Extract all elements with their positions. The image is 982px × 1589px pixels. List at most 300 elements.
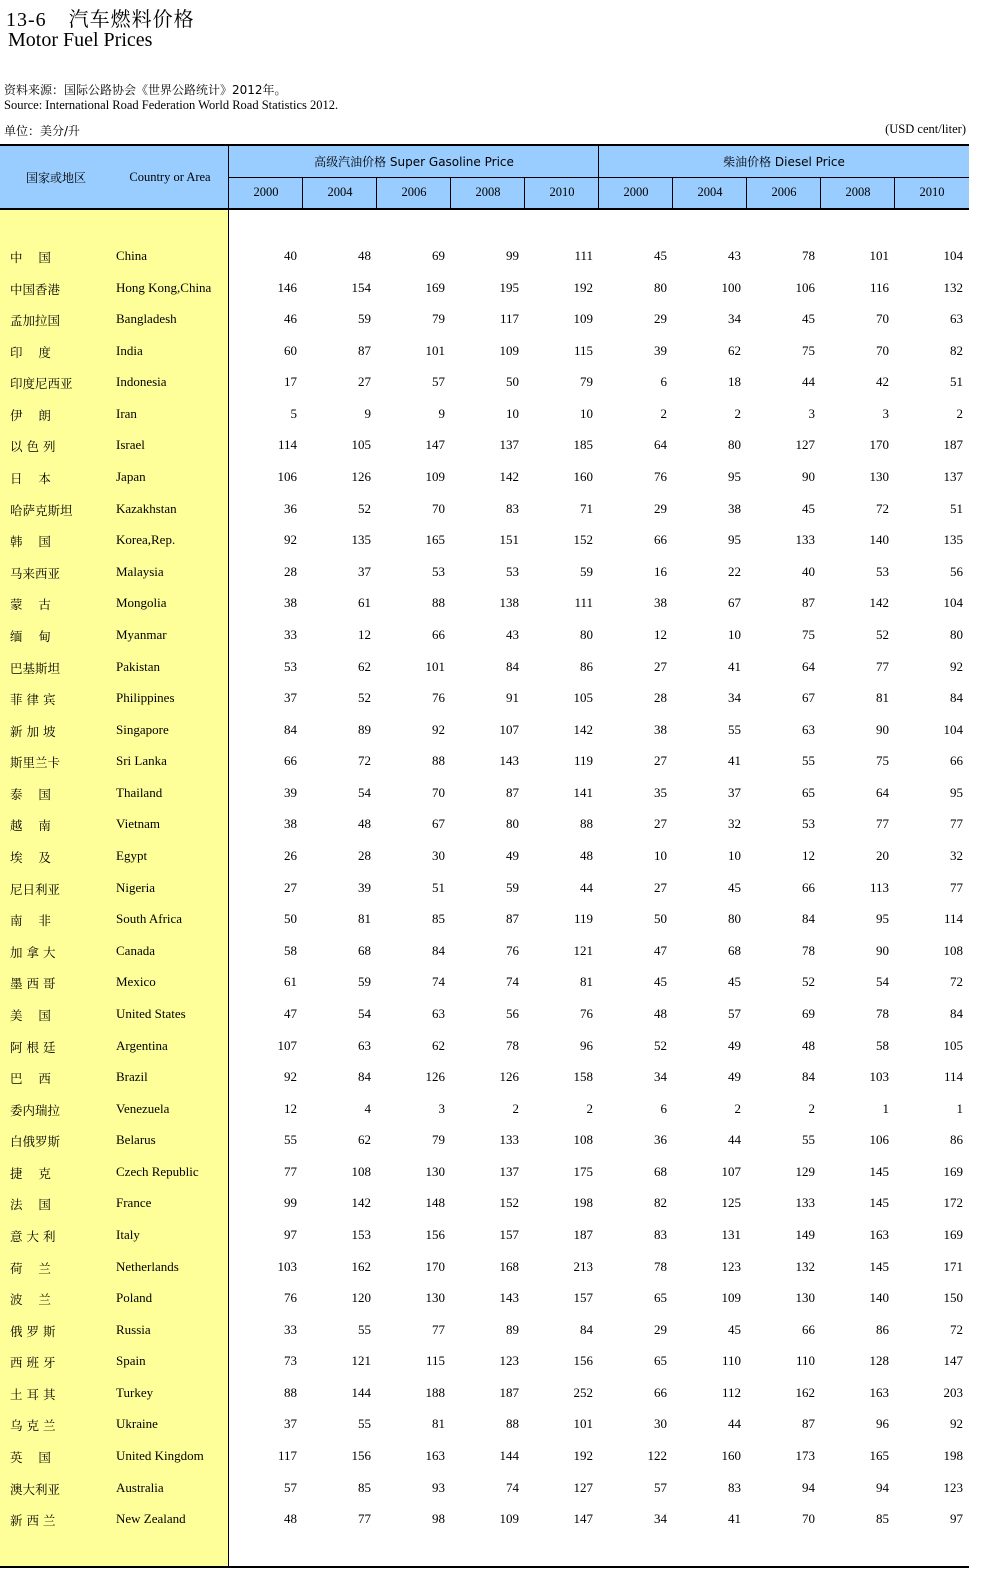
- diesel-price-2010: 84: [950, 1005, 963, 1021]
- gasoline-price-2008: 109: [499, 342, 519, 358]
- table-row: [0, 1283, 969, 1314]
- country-name-en: Belarus: [116, 1132, 156, 1148]
- diesel-price-2004: 110: [721, 1353, 741, 1369]
- country-name-cn: 阿 根 廷: [10, 1039, 56, 1055]
- gasoline-price-2008: 109: [499, 1511, 519, 1527]
- diesel-price-2004: 2: [734, 1100, 741, 1116]
- diesel-price-2000: 66: [654, 532, 667, 548]
- diesel-price-2010: 147: [943, 1353, 963, 1369]
- country-name-cn: 马来西亚: [10, 565, 61, 581]
- country-name-cn: 波 兰: [10, 1292, 51, 1308]
- gasoline-price-2004: 4: [364, 1100, 371, 1116]
- diesel-price-2000: 47: [654, 942, 667, 958]
- gasoline-price-2006: 169: [425, 279, 445, 295]
- gasoline-price-2004: 85: [358, 1479, 371, 1495]
- header-diesel: 柴油价格 Diesel Price: [723, 155, 845, 169]
- diesel-price-2006: 84: [802, 911, 815, 927]
- header-gasoline-year-2006: 2006: [401, 185, 427, 199]
- diesel-price-2000: 12: [654, 626, 667, 642]
- diesel-price-2010: 203: [943, 1384, 963, 1400]
- gasoline-price-2006: 76: [432, 690, 445, 706]
- gasoline-price-2000: 38: [284, 816, 297, 832]
- diesel-price-2004: 37: [728, 784, 741, 800]
- diesel-price-2006: 45: [802, 311, 815, 327]
- diesel-price-2000: 16: [654, 563, 667, 579]
- diesel-price-2006: 94: [802, 1479, 815, 1495]
- gasoline-price-2010: 175: [573, 1163, 593, 1179]
- diesel-price-2008: 95: [876, 911, 889, 927]
- gasoline-price-2000: 92: [284, 1069, 297, 1085]
- gasoline-price-2006: 74: [432, 974, 445, 990]
- gasoline-price-2004: 61: [358, 595, 371, 611]
- gasoline-price-2004: 37: [358, 563, 371, 579]
- gasoline-price-2010: 121: [573, 942, 593, 958]
- gasoline-price-2000: 53: [284, 658, 297, 674]
- diesel-price-2000: 38: [654, 721, 667, 737]
- diesel-price-2004: 10: [728, 626, 741, 642]
- gasoline-price-2010: 81: [580, 974, 593, 990]
- diesel-price-2004: 45: [728, 974, 741, 990]
- diesel-price-2006: 53: [802, 816, 815, 832]
- diesel-price-2008: 140: [869, 532, 889, 548]
- diesel-price-2006: 45: [802, 500, 815, 516]
- diesel-price-2010: 2: [956, 405, 963, 421]
- gasoline-price-2000: 114: [277, 437, 297, 453]
- diesel-price-2008: 1: [882, 1100, 889, 1116]
- diesel-price-2010: 92: [950, 1416, 963, 1432]
- gasoline-price-2004: 54: [358, 1005, 371, 1021]
- diesel-price-2004: 41: [728, 753, 741, 769]
- gasoline-price-2008: 2: [512, 1100, 519, 1116]
- gasoline-price-2004: 48: [358, 816, 371, 832]
- gasoline-price-2008: 76: [506, 942, 519, 958]
- diesel-price-2010: 150: [943, 1290, 963, 1306]
- country-name-cn: 意 大 利: [10, 1228, 56, 1244]
- diesel-price-2004: 18: [728, 374, 741, 390]
- diesel-price-2006: 162: [795, 1384, 815, 1400]
- gasoline-price-2006: 165: [425, 532, 445, 548]
- gasoline-price-2004: 142: [351, 1195, 371, 1211]
- gasoline-price-2000: 37: [284, 1416, 297, 1432]
- gasoline-price-2006: 188: [425, 1384, 445, 1400]
- country-name-en: Japan: [116, 469, 146, 485]
- diesel-price-2004: 32: [728, 816, 741, 832]
- gasoline-price-2010: 59: [580, 563, 593, 579]
- gasoline-price-2008: 168: [499, 1258, 519, 1274]
- gasoline-price-2000: 66: [284, 753, 297, 769]
- gasoline-price-2006: 3: [438, 1100, 445, 1116]
- country-name-cn: 加 拿 大: [10, 944, 56, 960]
- diesel-price-2006: 129: [795, 1163, 815, 1179]
- diesel-price-2006: 48: [802, 1037, 815, 1053]
- gasoline-price-2008: 53: [506, 563, 519, 579]
- gasoline-price-2008: 143: [499, 1290, 519, 1306]
- gasoline-price-2008: 117: [499, 311, 519, 327]
- diesel-price-2008: 72: [876, 500, 889, 516]
- country-name-cn: 乌 克 兰: [10, 1418, 56, 1434]
- gasoline-price-2006: 147: [425, 437, 445, 453]
- gasoline-price-2004: 54: [358, 784, 371, 800]
- gasoline-price-2004: 62: [358, 1132, 371, 1148]
- diesel-price-2004: 45: [728, 1321, 741, 1337]
- header-country-en: Country or Area: [129, 169, 211, 184]
- table-row: [0, 430, 969, 461]
- header-diesel-year-2000: 2000: [623, 185, 649, 199]
- gasoline-price-2008: 133: [499, 1132, 519, 1148]
- diesel-price-2006: 110: [795, 1353, 815, 1369]
- gasoline-price-2000: 50: [284, 911, 297, 927]
- table-row: [0, 1188, 969, 1219]
- diesel-price-2010: 105: [943, 1037, 963, 1053]
- diesel-price-2010: 72: [950, 974, 963, 990]
- diesel-price-2010: 32: [950, 848, 963, 864]
- diesel-price-2000: 45: [654, 248, 667, 263]
- gasoline-price-2006: 85: [432, 911, 445, 927]
- diesel-price-2010: 86: [950, 1132, 963, 1148]
- header-gasoline-year-2010: 2010: [549, 185, 575, 199]
- diesel-price-2004: 160: [721, 1448, 741, 1464]
- gasoline-price-2010: 76: [580, 1005, 593, 1021]
- table-row: [0, 809, 969, 840]
- table-row: [0, 1094, 969, 1125]
- gasoline-price-2008: 137: [499, 437, 519, 453]
- table-title-en: Motor Fuel Prices: [8, 29, 153, 51]
- gasoline-price-2006: 130: [425, 1290, 445, 1306]
- diesel-price-2010: 77: [950, 816, 963, 832]
- gasoline-price-2008: 59: [506, 879, 519, 895]
- gasoline-price-2010: 119: [573, 911, 593, 927]
- diesel-price-2008: 53: [876, 563, 889, 579]
- country-name-en: Spain: [116, 1353, 146, 1369]
- country-name-en: India: [116, 342, 143, 358]
- gasoline-price-2010: 157: [573, 1290, 593, 1306]
- diesel-price-2006: 3: [808, 405, 815, 421]
- gasoline-price-2004: 62: [358, 658, 371, 674]
- diesel-price-2004: 83: [728, 1479, 741, 1495]
- gasoline-price-2008: 187: [499, 1384, 519, 1400]
- diesel-price-2000: 48: [654, 1005, 667, 1021]
- header-gasoline-year-2008: 2008: [475, 185, 501, 199]
- country-name-cn: 巴 西: [10, 1071, 51, 1087]
- diesel-price-2000: 35: [654, 784, 667, 800]
- gasoline-price-2004: 55: [358, 1321, 371, 1337]
- country-name-cn: 日 本: [10, 471, 51, 487]
- gasoline-price-2010: 84: [580, 1321, 593, 1337]
- diesel-price-2004: 67: [728, 595, 741, 611]
- country-name-en: Kazakhstan: [116, 500, 177, 516]
- country-name-cn: 南 非: [10, 913, 51, 929]
- table-row: [0, 1157, 969, 1188]
- gasoline-price-2010: 79: [580, 374, 593, 390]
- gasoline-price-2006: 101: [425, 342, 445, 358]
- country-name-cn: 新 加 坡: [10, 723, 56, 739]
- diesel-price-2006: 75: [802, 342, 815, 358]
- gasoline-price-2008: 195: [499, 279, 519, 295]
- gasoline-price-2010: 109: [573, 311, 593, 327]
- gasoline-price-2000: 17: [284, 374, 297, 390]
- diesel-price-2008: 70: [876, 342, 889, 358]
- diesel-price-2004: 95: [728, 532, 741, 548]
- country-name-cn: 澳大利亚: [10, 1481, 61, 1497]
- gasoline-price-2004: 154: [351, 279, 371, 295]
- unit-cn: 单位：美分/升: [4, 124, 81, 138]
- gasoline-price-2010: 213: [573, 1258, 593, 1274]
- diesel-price-2000: 80: [654, 279, 667, 295]
- gasoline-price-2006: 88: [432, 595, 445, 611]
- gasoline-price-2010: 111: [574, 248, 593, 263]
- table-row: [0, 1315, 969, 1346]
- diesel-price-2004: 109: [721, 1290, 741, 1306]
- title-cn-text: 汽车燃料价格: [68, 9, 195, 31]
- diesel-price-2010: 97: [950, 1511, 963, 1527]
- diesel-price-2006: 127: [795, 437, 815, 453]
- country-name-cn: 孟加拉国: [10, 313, 61, 329]
- diesel-price-2006: 75: [802, 626, 815, 642]
- country-name-en: Russia: [116, 1321, 151, 1337]
- country-name-en: New Zealand: [116, 1511, 186, 1527]
- gasoline-price-2000: 39: [284, 784, 297, 800]
- diesel-price-2006: 87: [802, 595, 815, 611]
- gasoline-price-2008: 137: [499, 1163, 519, 1179]
- country-name-cn: 斯里兰卡: [10, 755, 61, 771]
- diesel-price-2008: 3: [882, 405, 889, 421]
- table-title-cn: [6, 3, 195, 32]
- gasoline-price-2004: 144: [351, 1384, 371, 1400]
- gasoline-price-2008: 43: [506, 626, 519, 642]
- diesel-price-2004: 45: [728, 879, 741, 895]
- gasoline-price-2008: 142: [499, 469, 519, 485]
- diesel-price-2000: 65: [654, 1290, 667, 1306]
- gasoline-price-2008: 87: [506, 911, 519, 927]
- gasoline-price-2000: 58: [284, 942, 297, 958]
- country-name-cn: 西 班 牙: [10, 1355, 56, 1371]
- gasoline-price-2010: 152: [573, 532, 593, 548]
- table-row: [0, 904, 969, 935]
- diesel-price-2008: 96: [876, 1416, 889, 1432]
- gasoline-price-2010: 111: [574, 595, 593, 611]
- table-row: [0, 1031, 969, 1062]
- gasoline-price-2006: 163: [425, 1448, 445, 1464]
- gasoline-price-2000: 99: [284, 1195, 297, 1211]
- gasoline-price-2008: 123: [499, 1353, 519, 1369]
- gasoline-price-2004: 135: [351, 532, 371, 548]
- gasoline-price-2008: 151: [499, 532, 519, 548]
- gasoline-price-2006: 79: [432, 311, 445, 327]
- gasoline-price-2000: 146: [277, 279, 297, 295]
- diesel-price-2000: 83: [654, 1226, 667, 1242]
- gasoline-price-2008: 56: [506, 1005, 519, 1021]
- diesel-price-2000: 52: [654, 1037, 667, 1053]
- diesel-price-2010: 198: [943, 1448, 963, 1464]
- diesel-price-2004: 123: [721, 1258, 741, 1274]
- diesel-price-2010: 171: [943, 1258, 963, 1274]
- diesel-price-2006: 66: [802, 1321, 815, 1337]
- diesel-price-2006: 67: [802, 690, 815, 706]
- diesel-price-2008: 145: [869, 1195, 889, 1211]
- country-name-cn: 以 色 列: [10, 439, 56, 455]
- gasoline-price-2000: 88: [284, 1384, 297, 1400]
- gasoline-price-2010: 108: [573, 1132, 593, 1148]
- country-name-cn: 菲 律 宾: [10, 692, 56, 708]
- gasoline-price-2004: 59: [358, 974, 371, 990]
- diesel-price-2004: 112: [721, 1384, 741, 1400]
- table-row: [0, 999, 969, 1030]
- diesel-price-2000: 76: [654, 469, 667, 485]
- gasoline-price-2010: 96: [580, 1037, 593, 1053]
- diesel-price-2008: 130: [869, 469, 889, 485]
- table-row: [0, 1409, 969, 1440]
- gasoline-price-2004: 87: [358, 342, 371, 358]
- diesel-price-2006: 64: [802, 658, 815, 674]
- diesel-price-2008: 142: [869, 595, 889, 611]
- source-cn: 资料来源：国际公路协会《世界公路统计》2012年。: [4, 83, 287, 97]
- gasoline-price-2008: 157: [499, 1226, 519, 1242]
- gasoline-price-2010: 48: [580, 848, 593, 864]
- table-row: [0, 1441, 969, 1472]
- diesel-price-2006: 69: [802, 1005, 815, 1021]
- diesel-price-2010: 104: [943, 721, 963, 737]
- gasoline-price-2010: 192: [573, 1448, 593, 1464]
- gasoline-price-2000: 36: [284, 500, 297, 516]
- gasoline-price-2004: 63: [358, 1037, 371, 1053]
- diesel-price-2004: 80: [728, 911, 741, 927]
- diesel-price-2000: 29: [654, 500, 667, 516]
- diesel-price-2008: 64: [876, 784, 889, 800]
- diesel-price-2006: 132: [795, 1258, 815, 1274]
- gasoline-price-2004: 55: [358, 1416, 371, 1432]
- diesel-price-2010: 108: [943, 942, 963, 958]
- header-diesel-year-2008: 2008: [845, 185, 871, 199]
- diesel-price-2008: 75: [876, 753, 889, 769]
- country-name-en: Philippines: [116, 690, 175, 706]
- diesel-price-2008: 90: [876, 721, 889, 737]
- country-name-en: Vietnam: [116, 816, 160, 832]
- country-name-cn: 白俄罗斯: [10, 1134, 61, 1150]
- diesel-price-2004: 41: [728, 1511, 741, 1527]
- diesel-price-2010: 66: [950, 753, 963, 769]
- diesel-price-2004: 125: [721, 1195, 741, 1211]
- diesel-price-2000: 6: [660, 1100, 667, 1116]
- country-name-cn: 墨 西 哥: [10, 976, 56, 992]
- gasoline-price-2000: 106: [277, 469, 297, 485]
- gasoline-price-2000: 33: [284, 1321, 297, 1337]
- country-name-cn: 缅 甸: [10, 628, 51, 644]
- country-name-cn: 泰 国: [10, 786, 51, 802]
- gasoline-price-2004: 48: [358, 248, 371, 263]
- gasoline-price-2006: 9: [438, 405, 445, 421]
- table-row: [0, 715, 969, 746]
- diesel-price-2008: 77: [876, 816, 889, 832]
- diesel-price-2010: 95: [950, 784, 963, 800]
- diesel-price-2006: 90: [802, 469, 815, 485]
- diesel-price-2010: 104: [943, 248, 963, 263]
- diesel-price-2006: 106: [795, 279, 815, 295]
- gasoline-price-2000: 60: [284, 342, 297, 358]
- table-row: [0, 367, 969, 398]
- gasoline-price-2006: 93: [432, 1479, 445, 1495]
- diesel-price-2000: 82: [654, 1195, 667, 1211]
- gasoline-price-2006: 81: [432, 1416, 445, 1432]
- gasoline-price-2006: 115: [425, 1353, 445, 1369]
- gasoline-price-2008: 74: [506, 974, 519, 990]
- gasoline-price-2000: 26: [284, 848, 297, 864]
- country-name-en: United States: [116, 1005, 186, 1021]
- gasoline-price-2008: 144: [499, 1448, 519, 1464]
- country-name-en: United Kingdom: [116, 1448, 204, 1464]
- country-name-cn: 荷 兰: [10, 1260, 51, 1276]
- gasoline-price-2008: 87: [506, 784, 519, 800]
- diesel-price-2000: 68: [654, 1163, 667, 1179]
- gasoline-price-2008: 99: [506, 248, 519, 263]
- table-row: [0, 620, 969, 651]
- diesel-price-2008: 163: [869, 1384, 889, 1400]
- diesel-price-2010: 114: [943, 911, 963, 927]
- table-number: 13-6: [6, 9, 47, 31]
- gasoline-price-2000: 103: [277, 1258, 297, 1274]
- diesel-price-2006: 70: [802, 1511, 815, 1527]
- gasoline-price-2000: 61: [284, 974, 297, 990]
- diesel-price-2008: 140: [869, 1290, 889, 1306]
- table-row: [0, 557, 969, 588]
- gasoline-price-2006: 88: [432, 753, 445, 769]
- gasoline-price-2010: 158: [573, 1069, 593, 1085]
- table-row: [0, 967, 969, 998]
- gasoline-price-2008: 83: [506, 500, 519, 516]
- gasoline-price-2000: 77: [284, 1163, 297, 1179]
- gasoline-price-2004: 105: [351, 437, 371, 453]
- diesel-price-2000: 39: [654, 342, 667, 358]
- diesel-price-2006: 66: [802, 879, 815, 895]
- gasoline-price-2010: 105: [573, 690, 593, 706]
- diesel-price-2000: 50: [654, 911, 667, 927]
- diesel-price-2010: 135: [943, 532, 963, 548]
- gasoline-price-2010: 2: [586, 1100, 593, 1116]
- gasoline-price-2006: 109: [425, 469, 445, 485]
- gasoline-price-2010: 252: [573, 1384, 593, 1400]
- diesel-price-2000: 6: [660, 374, 667, 390]
- country-name-cn: 新 西 兰: [10, 1513, 56, 1529]
- country-name-cn: 英 国: [10, 1450, 51, 1466]
- country-name-cn: 埃 及: [10, 850, 51, 866]
- gasoline-price-2010: 44: [580, 879, 593, 895]
- diesel-price-2010: 104: [943, 595, 963, 611]
- country-name-cn: 美 国: [10, 1007, 51, 1023]
- header-diesel-year-2006: 2006: [771, 185, 797, 199]
- country-name-cn: 越 南: [10, 818, 51, 834]
- diesel-price-2010: 63: [950, 311, 963, 327]
- diesel-price-2010: 114: [943, 1069, 963, 1085]
- gasoline-price-2008: 88: [506, 1416, 519, 1432]
- gasoline-price-2000: 92: [284, 532, 297, 548]
- gasoline-price-2004: 27: [358, 374, 371, 390]
- country-name-cn: 土 耳 其: [10, 1386, 56, 1402]
- table-row: [0, 1252, 969, 1283]
- country-name-cn: 中 国: [10, 250, 51, 265]
- gasoline-price-2004: 153: [351, 1226, 371, 1242]
- gasoline-price-2010: 141: [573, 784, 593, 800]
- diesel-price-2010: 72: [950, 1321, 963, 1337]
- gasoline-price-2000: 5: [290, 405, 297, 421]
- gasoline-price-2008: 91: [506, 690, 519, 706]
- diesel-price-2004: 34: [728, 311, 741, 327]
- country-name-cn: 印 度: [10, 344, 51, 360]
- diesel-price-2006: 87: [802, 1416, 815, 1432]
- diesel-price-2004: 131: [721, 1226, 741, 1242]
- gasoline-price-2010: 198: [573, 1195, 593, 1211]
- country-name-en: Mexico: [116, 974, 156, 990]
- gasoline-price-2010: 101: [573, 1416, 593, 1432]
- country-name-cn: 印度尼西亚: [10, 376, 73, 392]
